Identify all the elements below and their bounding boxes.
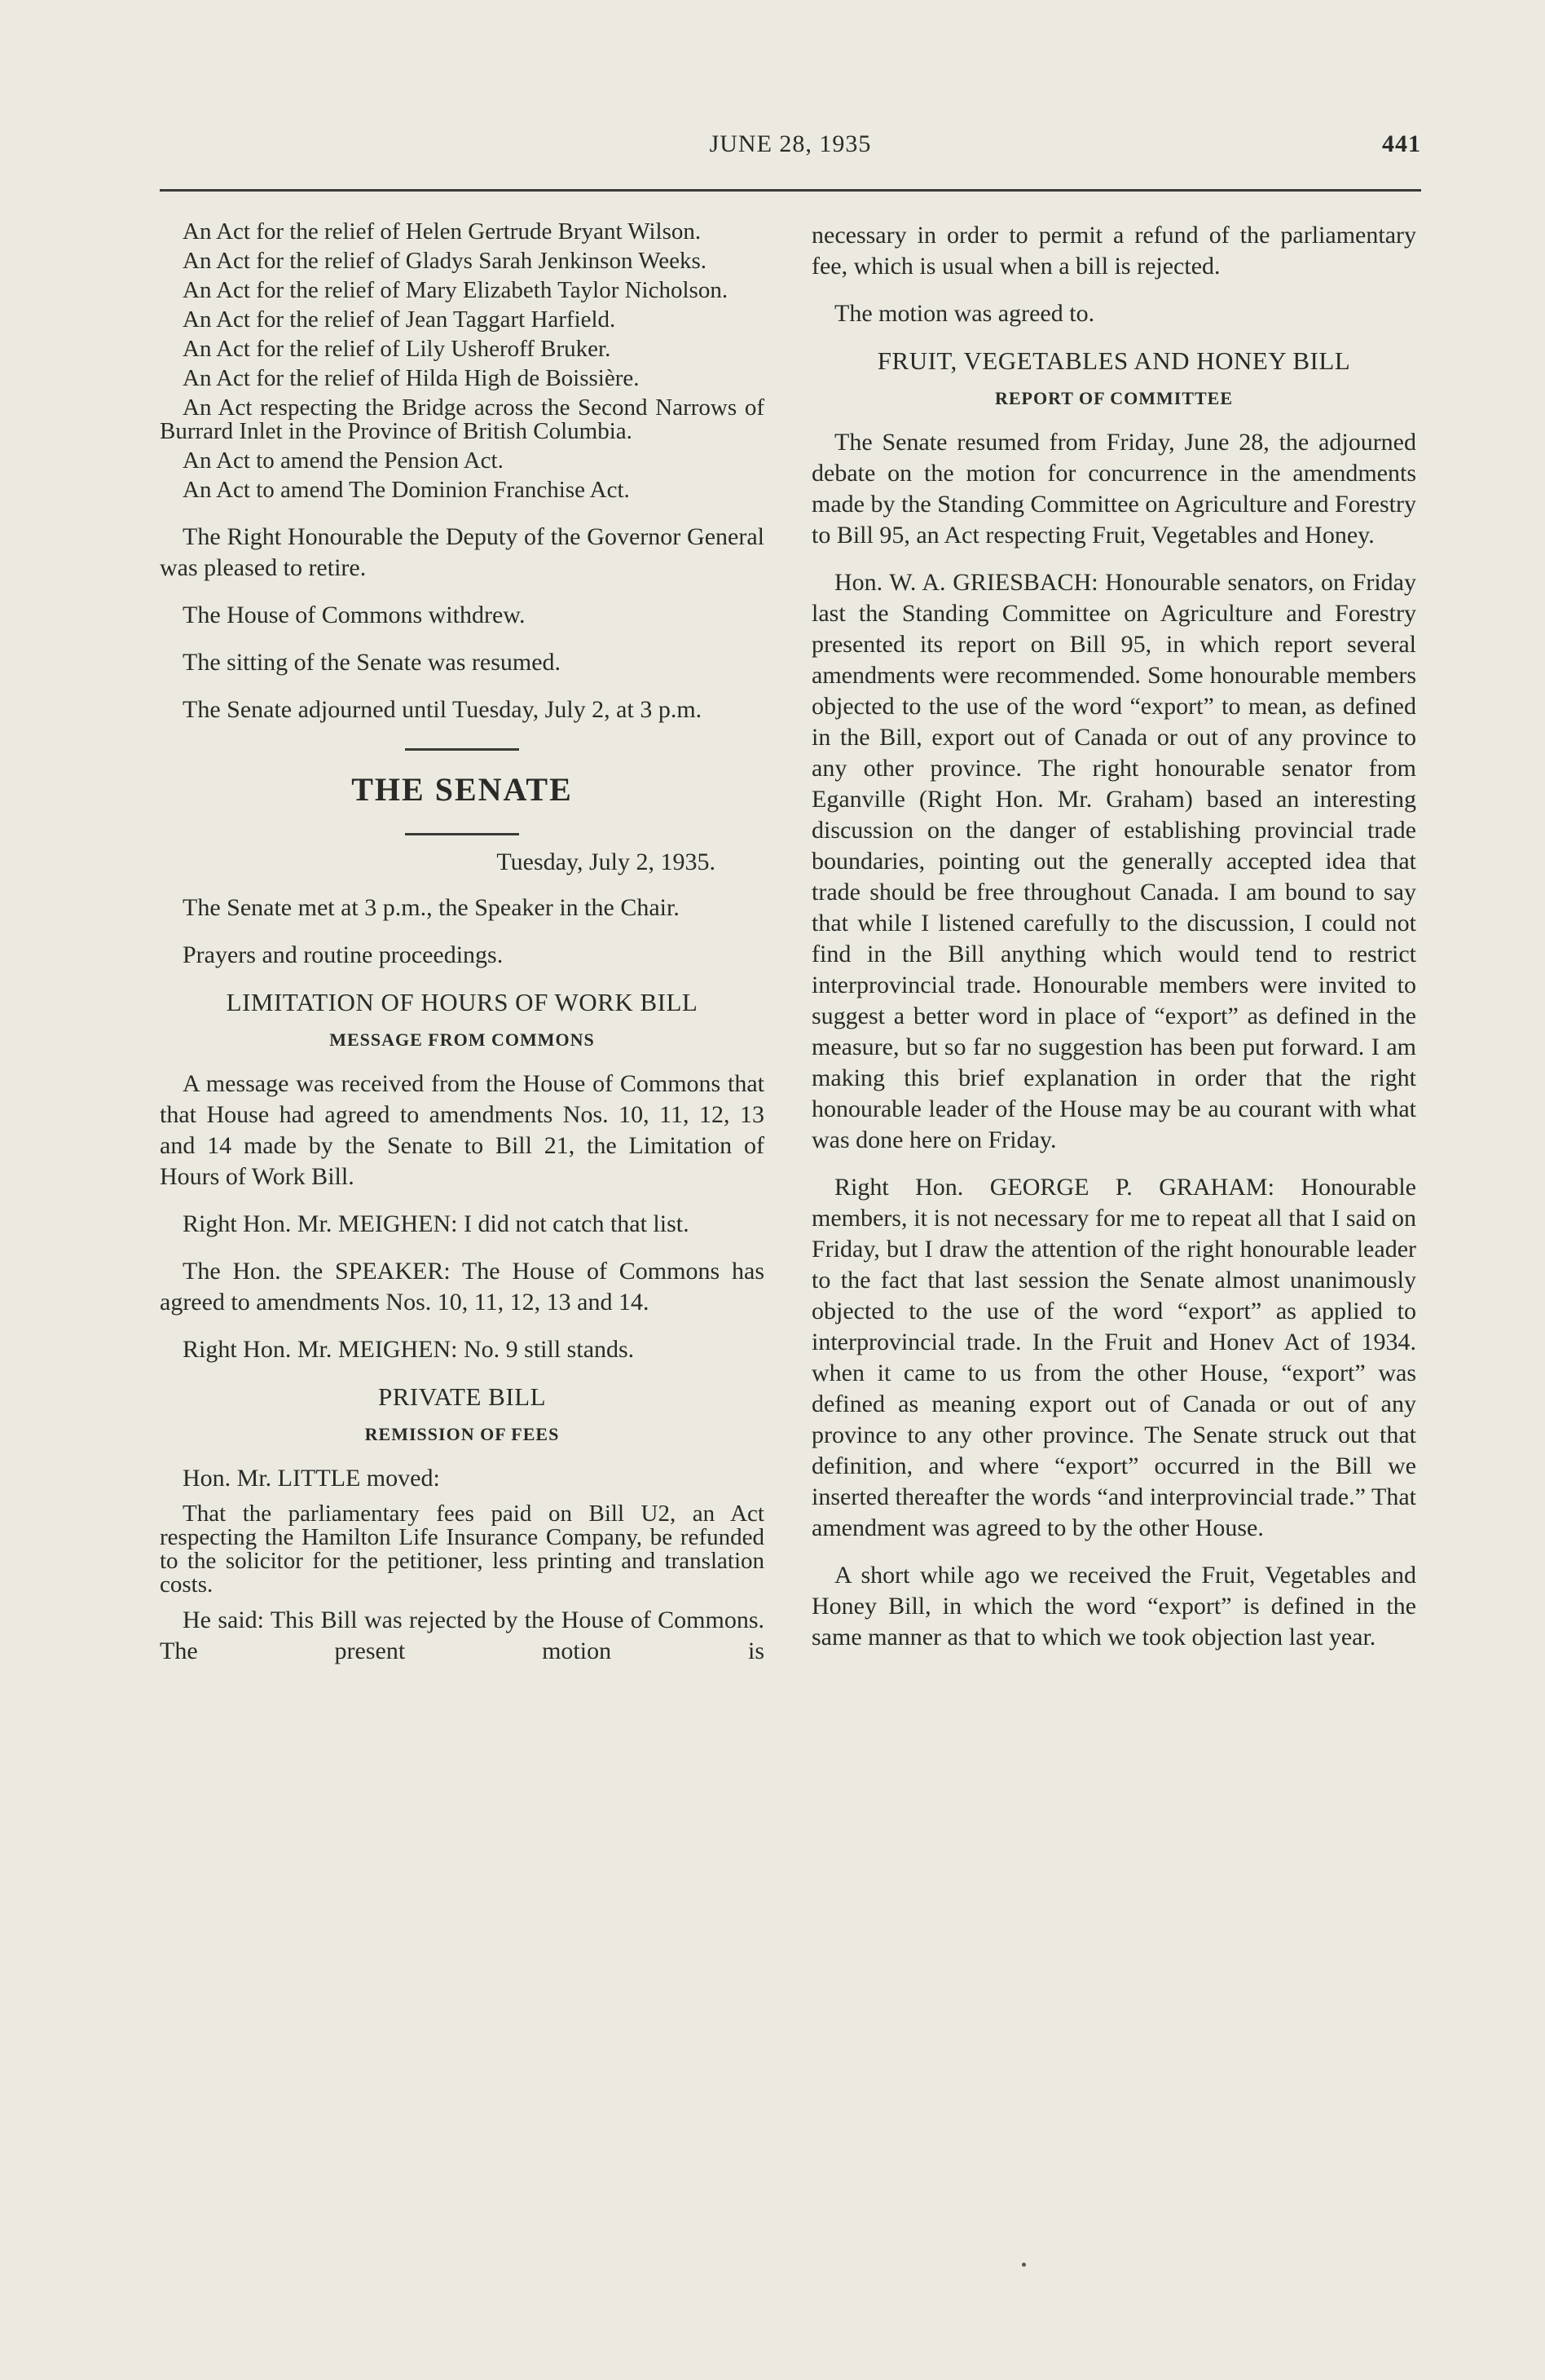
- section-subheading: MESSAGE FROM COMMONS: [329, 1029, 595, 1050]
- page-number: 441: [1382, 130, 1421, 157]
- act-item: An Act for the relief of Mary Elizabeth Taylor Nicholson.: [183, 277, 728, 303]
- section-subheading: REMISSION OF FEES: [364, 1424, 560, 1444]
- section-rule: [405, 833, 519, 835]
- act-item: An Act for the relief of Lily Usheroff Bruker.: [183, 336, 611, 362]
- paragraph: The Senate adjourned until Tuesday, July 2, at 3 p.m.: [183, 696, 702, 723]
- left-column: [160, 220, 764, 1683]
- act-item: An Act to amend the Pension Act.: [183, 447, 504, 474]
- senate-title: THE SENATE: [351, 771, 573, 808]
- act-item: An Act for the relief of Helen Gertrude Bryant Wilson.: [183, 218, 702, 245]
- act-item: An Act for the relief of Gladys Sarah Jenkinson Weeks.: [183, 248, 707, 274]
- section-rule: [405, 748, 519, 751]
- act-item: An Act for the relief of Hilda High de Boissière.: [183, 365, 640, 391]
- paragraph: A short while ago we received the Fruit, Vegetables and Honey Bill, in which the word “export” is defined in the same manner as that to which we took objection last year.: [812, 1562, 1416, 1651]
- section-subheading: REPORT OF COMMITTEE: [994, 388, 1234, 408]
- paragraph: The motion was agreed to.: [834, 300, 1095, 327]
- page-dot: [1022, 2263, 1026, 2267]
- paragraph: The Hon. the SPEAKER: The House of Commons has agreed to amendments Nos. 10, 11, 12, 13 and 14.: [160, 1258, 764, 1316]
- act-item: An Act respecting the Bridge across the Second Narrows of Burrard Inlet in the Province of British Columbia.: [160, 394, 764, 444]
- act-item: An Act for the relief of Jean Taggart Harfield.: [183, 306, 616, 333]
- section-heading: PRIVATE BILL: [377, 1382, 547, 1411]
- paragraph: Prayers and routine proceedings.: [183, 941, 504, 968]
- paragraph: The sitting of the Senate was resumed.: [183, 649, 561, 676]
- paragraph: He said: This Bill was rejected by the House of Commons. The present motion is: [160, 1606, 764, 1664]
- paragraph: The Senate met at 3 p.m., the Speaker in the Chair.: [183, 894, 680, 921]
- paragraph: Right Hon. GEORGE P. GRAHAM: Honourable members, it is not necessary for me to repeat all that I said on Friday, but I draw the attention of the right honourable leader to the fact that last session the Senate almost unanimously objected to the use of the word “export” as applied to interprovincial trade. In the Fruit and Honev Act of 1934. when it came to us from the other House, “export” was defined as meaning export out of Canada or out of any province to any other province. The Senate struck out that definition, and where “export” occurred in the Bill we inserted thereafter the words “and interprovincial trade.” That amendment was agreed to by the other House.: [812, 1174, 1416, 1541]
- paragraph: Right Hon. Mr. MEIGHEN: No. 9 still stands.: [183, 1336, 635, 1363]
- section-heading: LIMITATION OF HOURS OF WORK BILL: [226, 988, 698, 1016]
- paragraph: Hon. Mr. LITTLE moved:: [183, 1465, 440, 1492]
- paragraph: The Right Honourable the Deputy of the Governor General was pleased to retire.: [160, 523, 764, 581]
- paragraph: The House of Commons withdrew.: [183, 602, 526, 628]
- paragraph: Right Hon. Mr. MEIGHEN: I did not catch that list.: [183, 1210, 689, 1237]
- paragraph: The Senate resumed from Friday, June 28, the adjourned debate on the motion for concurrence in the amendments made by the Standing Committee on Agriculture and Forestry to Bill 95, an Act respecting Fruit, Vegetables and Honey.: [812, 429, 1416, 549]
- sitting-date: Tuesday, July 2, 1935.: [496, 848, 715, 875]
- section-heading: FRUIT, VEGETABLES AND HONEY BILL: [877, 346, 1351, 375]
- paragraph: necessary in order to permit a refund of the parliamentary fee, which is usual when a bill is rejected.: [812, 222, 1416, 280]
- paragraph: Hon. W. A. GRIESBACH: Honourable senators, on Friday last the Standing Committee on Agriculture and Forestry presented its report on Bill 95, in which report several amendments were recommended. Some honourable members objected to the use of the word “export” to mean, as defined in the Bill, export out of Canada or out of any province to any other province. The right honourable senator from Eganville (Right Hon. Mr. Graham) based an interesting discussion on the danger of establishing provincial trade boundaries, pointing out the generally accepted idea that trade should be free throughout Canada. I am bound to say that while I listened carefully to the discussion, I could not find in the Bill anything which would tend to restrict interprovincial trade. Honourable members were invited to suggest a better word in place of “export” as defined in the measure, but so far no suggestion has been put forward. I am making this brief explanation in order that the right honourable leader of the House may be au courant with what was done here on Friday.: [812, 569, 1416, 1153]
- paragraph: A message was received from the House of Commons that that House had agreed to amendments Nos. 10, 11, 12, 13 and 14 made by the Senate to Bill 21, the Limitation of Hours of Work Bill.: [160, 1070, 764, 1190]
- act-item: An Act to amend The Dominion Franchise Act.: [183, 477, 630, 503]
- motion-text: That the parliamentary fees paid on Bill U2, an Act respecting the Hamilton Life Insurance Company, be refunded to the solicitor for the petitioner, less printing and translation costs.: [160, 1501, 764, 1598]
- page-header: [160, 130, 1421, 166]
- header-date: JUNE 28, 1935: [709, 130, 872, 157]
- right-column: [812, 220, 1416, 1669]
- header-rule: [160, 189, 1421, 192]
